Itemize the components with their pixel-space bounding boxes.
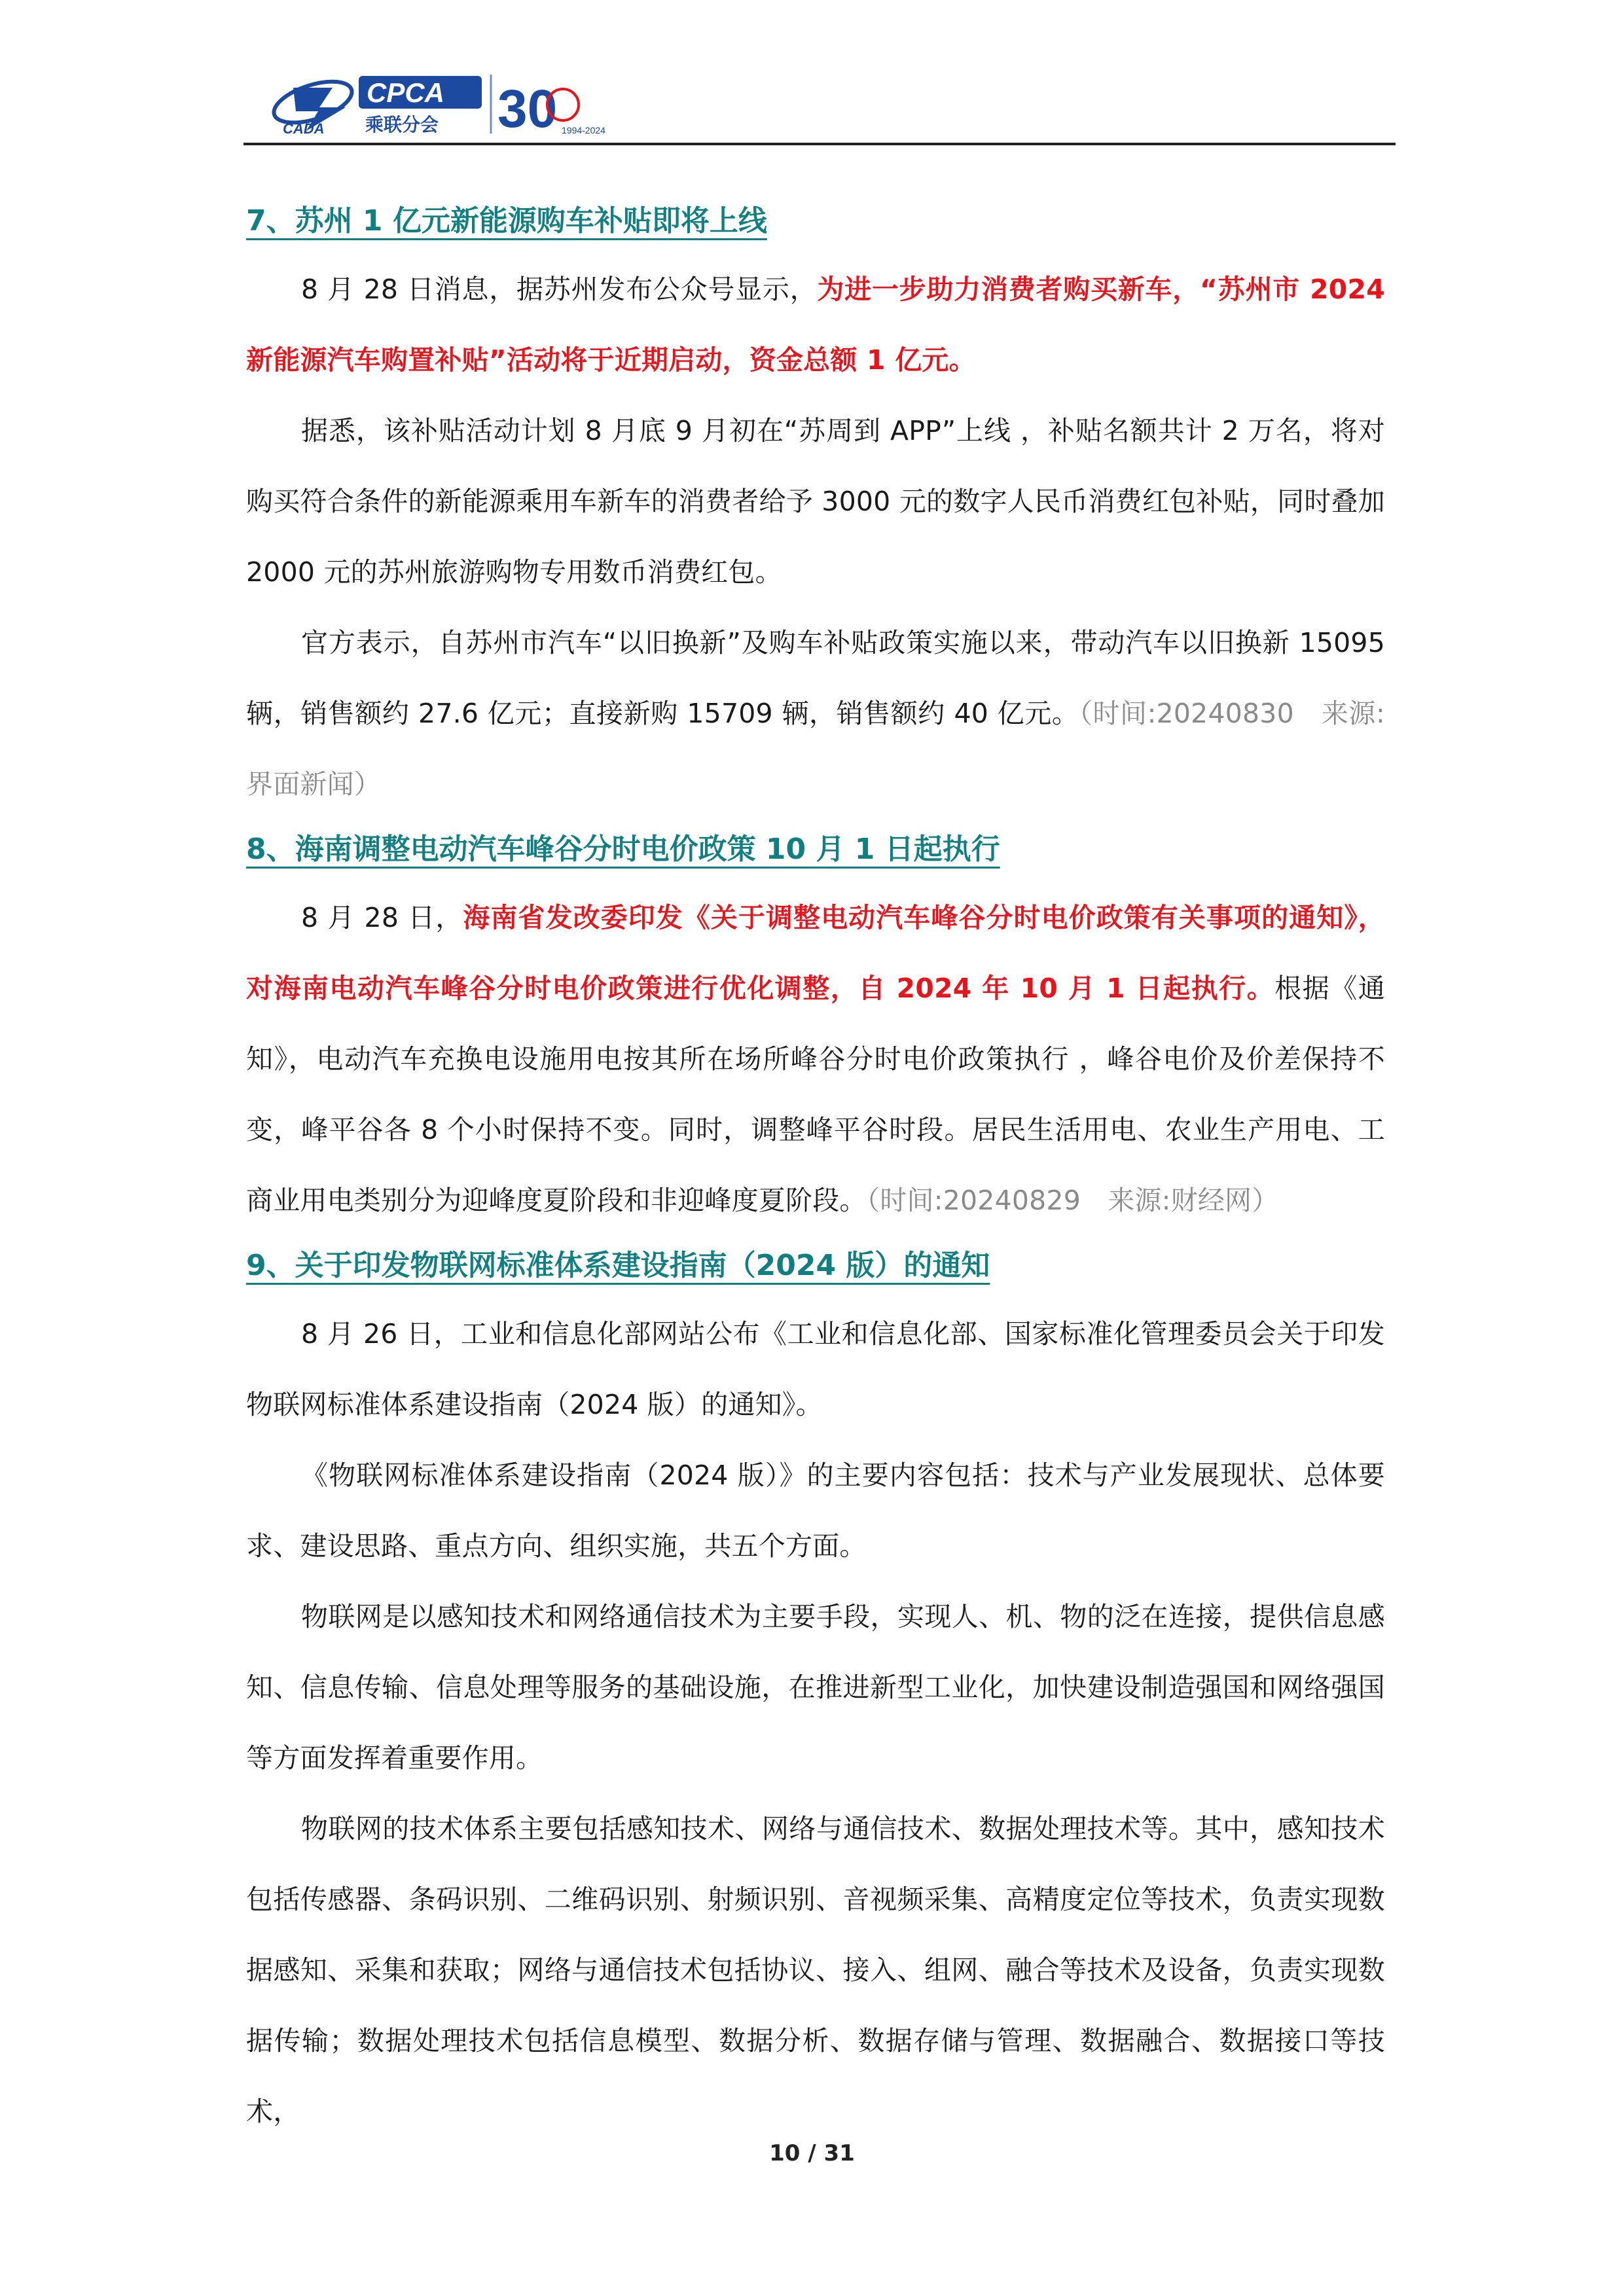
- highlight-text: 为进一步助力消费者购买新车，“苏州市 2024 新能源汽车购置补贴”活动将于近期启动，资金总额 1 亿元。: [246, 274, 1385, 376]
- paragraph: [246, 1299, 1385, 1440]
- anniv-years: 1994-2024: [562, 125, 605, 135]
- body-text: 《物联网标准体系建设指南（2024 版）》的主要内容包括：技术与产业发展现状、总体要求、建设思路、重点方向、组织实施，共五个方面。: [246, 1460, 1385, 1562]
- body-text: 8 月 28 日，: [301, 902, 463, 933]
- body-text: 据悉，该补贴活动计划 8 月底 9 月初在“苏周到 APP”上线 ，补贴名额共计 2 万名，将对购买符合条件的新能源乘用车新车的消费者给予 3000 元的数字人民币消费红包补贴，同时叠加 2000 元的苏州旅游购物专用数币消费红包。: [246, 415, 1385, 588]
- paragraph: [246, 1793, 1385, 2147]
- logo-cn-text: 乘联分会: [365, 114, 439, 135]
- logo-left-text: CADA: [283, 120, 325, 136]
- paragraph: [246, 607, 1385, 819]
- cpca-logo: [267, 68, 679, 136]
- paragraph: [246, 1440, 1385, 1581]
- paragraph: [246, 395, 1385, 607]
- anniv-number: 30: [497, 79, 558, 136]
- header-divider: [244, 143, 1396, 145]
- page-number: 10 / 31: [769, 2140, 855, 2166]
- page-header: [244, 56, 1396, 145]
- source-note: （时间:20240830 来源:界面新闻）: [246, 698, 1385, 800]
- body-text: 物联网的技术体系主要包括感知技术、网络与通信技术、数据处理技术等。其中，感知技术包括传感器、条码识别、二维码识别、射频识别、音视频采集、高精度定位等技术，负责实现数据感知、采集和获取；网络与通信技术包括协议、接入、组网、融合等技术及设备，负责实现数据传输；数据处理技术包括信息模型、数据分析、数据存储与管理、数据融合、数据接口等技术，: [246, 1813, 1385, 2127]
- article-body: [246, 191, 1385, 2147]
- body-text: 物联网是以感知技术和网络通信技术为主要手段，实现人、机、物的泛在连接，提供信息感知、信息传输、信息处理等服务的基础设施，在推进新型工业化，加快建设制造强国和网络强国等方面发挥着重要作用。: [246, 1601, 1385, 1774]
- body-text: 8 月 26 日，工业和信息化部网站公布《工业和信息化部、国家标准化管理委员会关于印发物联网标准体系建设指南（2024 版）的通知》。: [246, 1318, 1385, 1420]
- paragraph: [246, 1581, 1385, 1793]
- section-heading: 8、海南调整电动汽车峰谷分时电价政策 10 月 1 日起执行: [246, 833, 1000, 866]
- section-heading: 7、苏州 1 亿元新能源购车补贴即将上线: [246, 204, 767, 238]
- section-heading: 9、关于印发物联网标准体系建设指南（2024 版）的通知: [246, 1249, 990, 1282]
- paragraph: [246, 254, 1385, 395]
- body-text: 8 月 28 日消息，据苏州发布公众号显示，: [301, 274, 818, 305]
- source-note: （时间:20240829 来源:财经网）: [866, 1185, 1279, 1216]
- body-text: 根据《通知》，电动汽车充换电设施用电按其所在场所峰谷分时电价政策执行 ，峰谷电价及价差保持不变，峰平谷各 8 个小时保持不变。同时，调整峰平谷时段。居民生活用电、农业生产用电、工商业用电类别分为迎峰度夏阶段和非迎峰度夏阶段。: [246, 973, 1385, 1216]
- highlight-text: 海南省发改委印发《关于调整电动汽车峰谷分时电价政策有关事项的通知》，对海南电动汽车峰谷分时电价政策进行优化调整，自 2024 年 10 月 1 日起执行。: [246, 902, 1386, 1004]
- body-text: 官方表示，自苏州市汽车“以旧换新”及购车补贴政策实施以来，带动汽车以旧换新 15095 辆，销售额约 27.6 亿元；直接新购 15709 辆，销售额约 40 亿元。: [246, 627, 1385, 729]
- paragraph: [246, 882, 1385, 1236]
- logo-cpca-text: CPCA: [367, 77, 445, 108]
